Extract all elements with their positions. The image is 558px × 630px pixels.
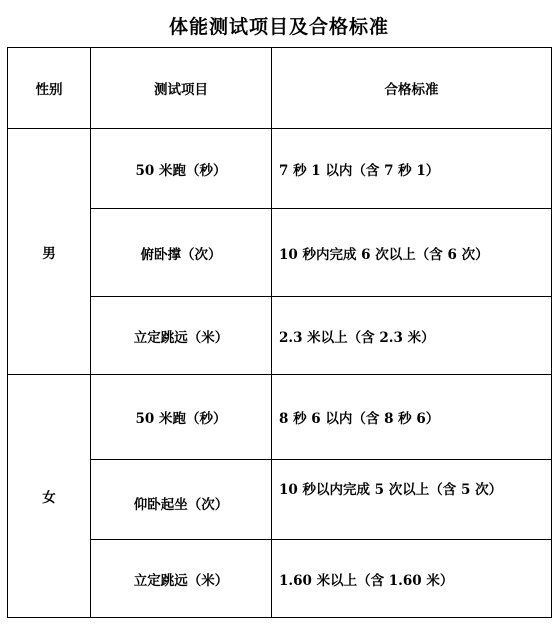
standards-table xyxy=(7,47,552,618)
item-cell: 50 米跑（秒） xyxy=(91,375,272,460)
standard-cell: 10 秒以内完成 5 次以上（含 5 次） xyxy=(272,460,552,540)
table-row xyxy=(8,129,552,209)
standard-cell: 1.60 米以上（含 1.60 米） xyxy=(272,540,552,618)
header-gender: 性别 xyxy=(8,48,91,129)
header-row xyxy=(8,48,552,129)
item-cell: 立定跳远（米） xyxy=(91,540,272,618)
gender-cell-female: 女 xyxy=(8,375,91,618)
header-standard: 合格标准 xyxy=(272,48,552,129)
standard-cell: 8 秒 6 以内（含 8 秒 6） xyxy=(272,375,552,460)
table-row xyxy=(8,375,552,460)
item-cell: 50 米跑（秒） xyxy=(91,129,272,209)
item-cell: 俯卧撑（次） xyxy=(91,209,272,297)
standard-cell: 7 秒 1 以内（含 7 秒 1） xyxy=(272,129,552,209)
header-item: 测试项目 xyxy=(91,48,272,129)
item-cell: 仰卧起坐（次） xyxy=(91,460,272,540)
page-title: 体能测试项目及合格标准 xyxy=(168,16,389,38)
gender-cell-male: 男 xyxy=(8,129,91,375)
standard-cell: 10 秒内完成 6 次以上（含 6 次） xyxy=(272,209,552,297)
standard-cell: 2.3 米以上（含 2.3 米） xyxy=(272,297,552,375)
item-cell: 立定跳远（米） xyxy=(91,297,272,375)
